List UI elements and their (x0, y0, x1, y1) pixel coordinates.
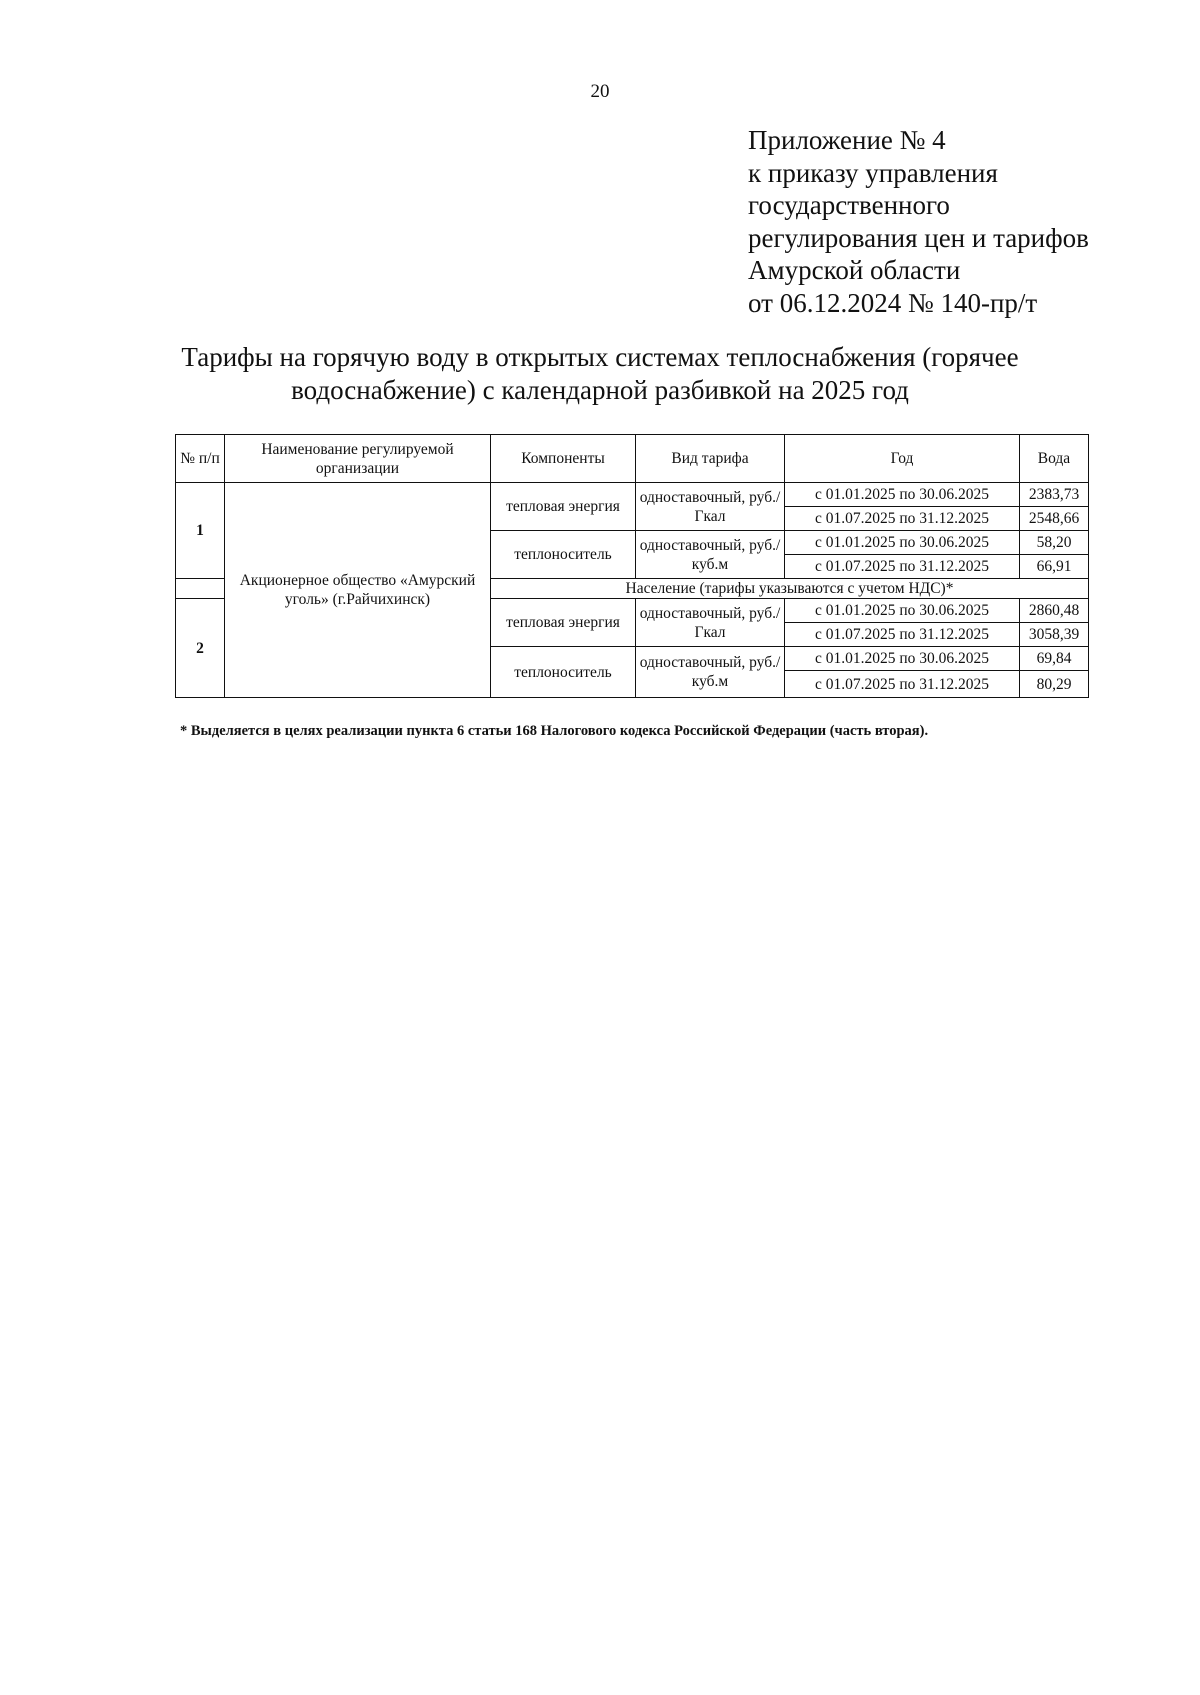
empty-cell (176, 579, 225, 599)
period: с 01.07.2025 по 31.12.2025 (785, 671, 1020, 698)
period: с 01.01.2025 по 30.06.2025 (785, 599, 1020, 623)
table-header-row (176, 435, 1089, 483)
period: с 01.01.2025 по 30.06.2025 (785, 531, 1020, 555)
organization-name: Акционерное общество «Амурский уголь» (г.Райчихинск) (225, 483, 491, 698)
component-name: тепловая энергия (491, 483, 636, 531)
water-value: 2860,48 (1020, 599, 1089, 623)
appendix-line: от 06.12.2024 № 140-пр/т (748, 287, 1038, 318)
tariff-table (175, 434, 1089, 698)
water-value: 2548,66 (1020, 507, 1089, 531)
row-number: 2 (176, 599, 225, 698)
tariff-type: одноставочный, руб./Гкал (636, 483, 785, 531)
footnote: * Выделяется в целях реализации пункта 6 статьи 168 Налогового кодекса Российской Федерации (часть вторая). (180, 723, 929, 739)
tariff-type: одноставочный, руб./Гкал (636, 599, 785, 647)
component-name: тепловая энергия (491, 599, 636, 647)
water-value: 58,20 (1020, 531, 1089, 555)
water-value: 3058,39 (1020, 623, 1089, 647)
component-name: теплоноситель (491, 531, 636, 579)
period: с 01.07.2025 по 31.12.2025 (785, 507, 1020, 531)
header-num: № п/п (176, 435, 225, 483)
water-value: 80,29 (1020, 671, 1089, 698)
page-number: 20 (590, 81, 610, 102)
period: с 01.07.2025 по 31.12.2025 (785, 555, 1020, 579)
document-title (140, 341, 1060, 407)
appendix-line: государственного (748, 190, 950, 221)
tariff-type: одноставочный, руб./куб.м (636, 647, 785, 698)
header-components: Компоненты (491, 435, 636, 483)
section-population: Население (тарифы указываются с учетом НДС)* (491, 579, 1089, 599)
period: с 01.07.2025 по 31.12.2025 (785, 623, 1020, 647)
row-number: 1 (176, 483, 225, 579)
appendix-line: Приложение № 4 (748, 125, 946, 155)
period: с 01.01.2025 по 30.06.2025 (785, 647, 1020, 671)
header-year: Год (785, 435, 1020, 483)
water-value: 66,91 (1020, 555, 1089, 579)
table-row (176, 483, 1089, 507)
header-tariff-type: Вид тарифа (636, 435, 785, 483)
header-organization: Наименование регулируемой организации (225, 435, 491, 483)
period: с 01.01.2025 по 30.06.2025 (785, 483, 1020, 507)
title-line: водоснабжение) с календарной разбивкой на 2025 год (291, 375, 909, 405)
appendix-line: Амурской области (748, 255, 961, 286)
header-water: Вода (1020, 435, 1089, 483)
water-value: 69,84 (1020, 647, 1089, 671)
appendix-block (748, 124, 1168, 320)
appendix-line: к приказу управления (748, 157, 998, 188)
title-line: Тарифы на горячую воду в открытых системах теплоснабжения (горячее (181, 342, 1019, 372)
component-name: теплоноситель (491, 647, 636, 698)
water-value: 2383,73 (1020, 483, 1089, 507)
tariff-type: одноставочный, руб./куб.м (636, 531, 785, 579)
appendix-line: регулирования цен и тарифов (748, 222, 1089, 253)
